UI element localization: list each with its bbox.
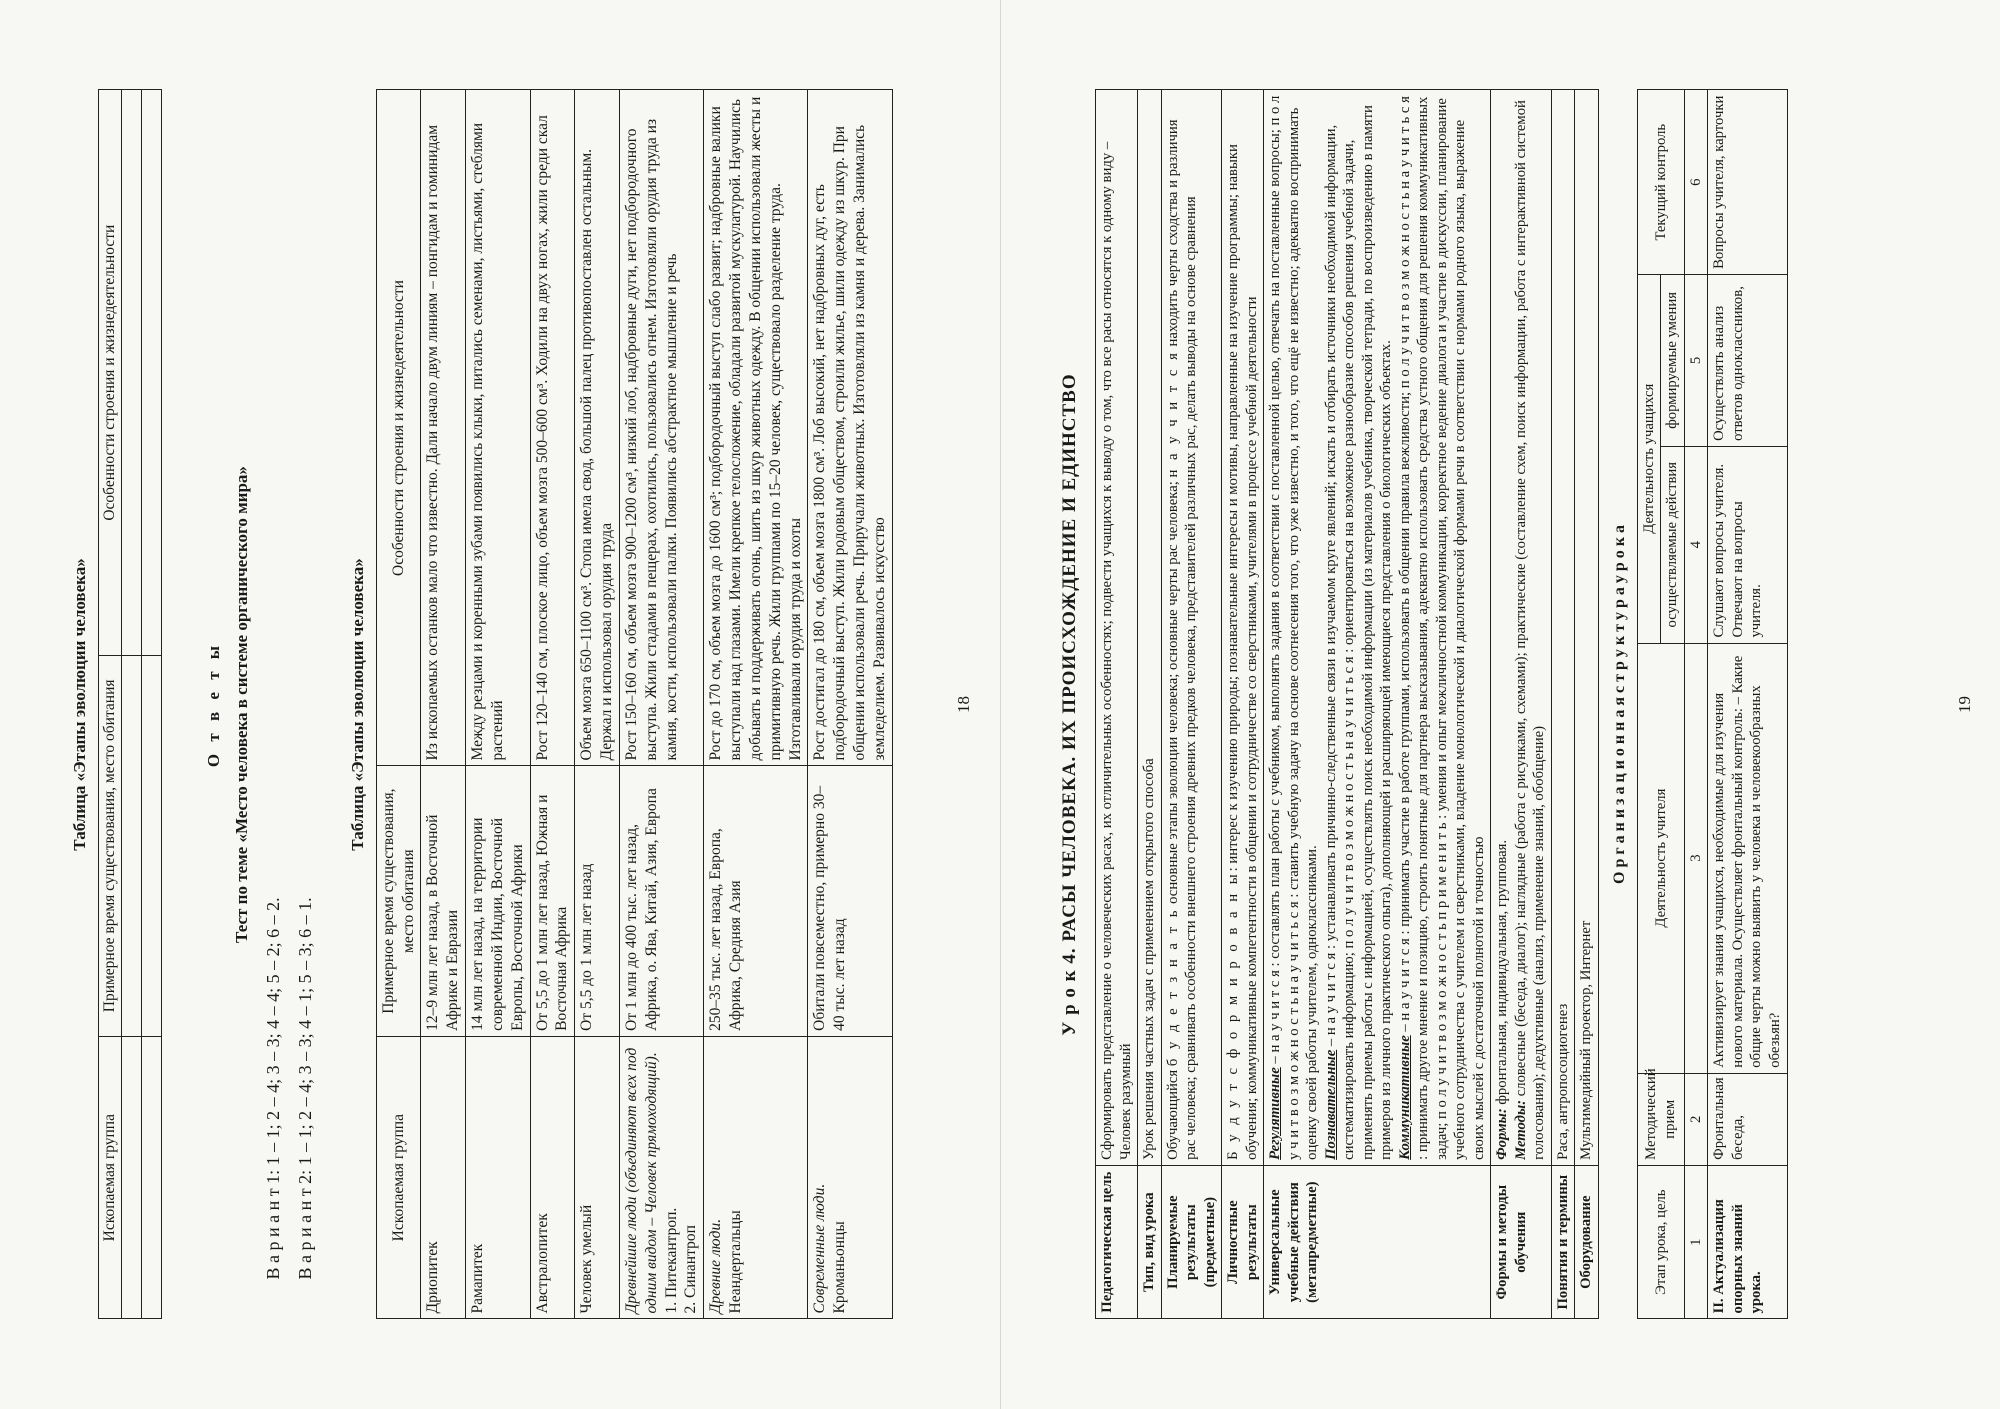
variant-1: В а р и а н т 1: 1 – 1; 2 – 4; 3 – 3; 4 – 4; 5 – 2; 6 – 2. [263, 897, 283, 1280]
communicative-text: – н а у ч и т с я : принимать участие в работе группами, использовать в общении правила вежливости; п о л у ч и т в о з м о ж н о с т ь н а у ч и т ь с я : принимать другое мнение и позицию, строить понятные для партнера высказывания, адекватно использовать средства устного общения для решения коммуникативных задач; п о л у ч и т в о з м о ж н о с т ь п р и м е н и т ь : умения и опыт межличностной коммуникации, корректное ведение диалога и участие в дискуссии, планирование учебного сотрудничества с учителем и сверстниками, владение монологической и диалогической формами речи в соответствии с нормами родного языка, выражение своих мыслей с достаточной полнотой и точностью [1396, 96, 1487, 1160]
row-group: 1. Питекантроп. 2. Синантроп [662, 1207, 700, 1314]
page-number: 19 [1955, 696, 1974, 713]
table-row [1222, 90, 1264, 1319]
table1-header-group: Ископаемая группа [99, 1036, 122, 1319]
row-time: Обитали повсеместно, примерно 30–40 тыс. лет назад [808, 766, 892, 1036]
goal-label: Педагогическая цель [1096, 1165, 1138, 1319]
row-group: Рамапитек [466, 1036, 530, 1319]
table-row [1096, 90, 1138, 1319]
row-features: Из ископаемых останков мало что известно. Дали начало двум линиям – понгидам и гоминидам [421, 90, 466, 766]
col-num: 3 [1684, 643, 1708, 1073]
table2-header-time: Примерное время существования, место обитания [376, 766, 421, 1036]
row-group: Человек умелый [575, 1036, 620, 1319]
table-row [704, 90, 808, 1319]
header-teacher: Деятельность учителя [1637, 643, 1684, 1073]
actions-cell: Слушают вопросы учителя. Отвечают на вопросы учителя. [1708, 446, 1787, 643]
row-time: От 5,5 до 1 млн лет назад, Южная и Восточная Африка [530, 766, 575, 1036]
planned-label: Планируемые результаты (предметные) [1161, 1165, 1222, 1319]
row-time: От 5,5 до 1 млн лет назад [575, 766, 620, 1036]
equipment-label: Оборудование [1575, 1165, 1599, 1319]
forms-cell [1491, 90, 1552, 1165]
row-time: 14 млн лет назад, на территории современной Индии, Восточной Европы, Восточной Африки [466, 766, 530, 1036]
row-group-italic: Современные люди. [811, 1183, 829, 1314]
cognitive-label: Познавательные [1322, 1049, 1339, 1160]
row-features: Рост 150–160 см, объем мозга 900–1200 см³, низкий лоб, надбровные дуги, нет подбородочного выступа. Жили стадами в пещерах, охотились, пользовались огнем. Изготовляли орудия труда из камня, кости, использовали палки. Появились абстрактное мышление и речь [619, 90, 703, 766]
type-label: Тип, вид урока [1138, 1165, 1162, 1319]
header-method: Методический прием [1637, 1073, 1684, 1165]
forms-lead: Формы: [1494, 1108, 1511, 1160]
structure-title: О р г а н и з а ц и о н н а я с т р у к т у р а у р о к а [1610, 525, 1628, 884]
table-row [1491, 90, 1552, 1319]
evolution-table [376, 90, 893, 1320]
personal-cell [1222, 90, 1264, 1165]
communicative-block [1396, 96, 1489, 1160]
structure-table [1637, 90, 1788, 1320]
row-group-italic: Древние люди. [707, 1218, 725, 1314]
lesson-title: У р о к 4. РАСЫ ЧЕЛОВЕКА. ИХ ПРОИСХОЖДЕНИЕ И ЕДИНСТВО [1059, 373, 1080, 1036]
uud-cell [1264, 90, 1491, 1165]
table-row [1708, 90, 1787, 1319]
row-group: Дриопитек [421, 1036, 466, 1319]
col-num: 2 [1684, 1073, 1708, 1165]
table1-blank [98, 90, 162, 1320]
table-row [466, 90, 530, 1319]
row-group: Австралопитек [530, 1036, 575, 1319]
table-row [1138, 90, 1162, 1319]
lesson-table [1095, 90, 1599, 1320]
table-row [530, 90, 575, 1319]
regulative-text: – н а у ч и т с я : составлять план работы с учебником, выполнять задания в соответствии с поставленной целью, отвечать на поставленные вопросы; п о л у ч и т в о з м о ж н о с т ь н а у ч и т ь с я : ставить учебную задачу на основе соотнесения того, что уже известно, и того, что ещё не известно; адекватно воспринимать оценку своей работы учителем, одноклассниками. [1267, 95, 1321, 1160]
test-title: Тест по теме «Место человека в системе органического мира» [232, 466, 251, 943]
col-num: 5 [1684, 274, 1708, 446]
row-time: 250–35 тыс. лет назад, Европа, Африка, Средняя Азия [704, 766, 808, 1036]
forms-text: фронтальная, индивидуальная, групповая. [1494, 839, 1511, 1105]
row-group-cell [704, 1036, 808, 1319]
header-actions: осуществляемые действия [1661, 446, 1685, 643]
forms-label: Формы и методы обучения [1491, 1165, 1552, 1319]
planned-text1: основные этапы эволюции человека; основные черты рас человека; [1164, 481, 1181, 904]
answers-heading: О т в е т ы [204, 641, 223, 768]
cognitive-text: – н а у ч и т с я : устанавливать причинно-следственные связи в изучаемом круге явлений; искать и отбирать источники необходимой информации, систематизировать информацию; п о л у ч и т в о з м о ж н о с т ь н а у ч и т ь с я : ориентироваться на возможное разнообразие способов решения учебной задачи, применять приемы работы с информацией, осуществлять поиск необходимой информации (из материалов учебника, творческой тетради, по воспроизведению в памяти примеров из личного практического опыта), дополняющей и расширяющей имеющиеся представления о биологических объектах. [1322, 105, 1395, 1160]
header-students: Деятельность учащихся [1637, 274, 1661, 643]
type-text: Урок решения частных задач с применением открытого способа [1138, 90, 1162, 1165]
personal-text: : интерес к изучению природы; познавательные интересы и мотивы, направленные на изучение программы; навыки обучения; коммуникативные компетентности в общении и сотрудничестве со сверстниками, учителями в процессе учебной деятельности [1225, 144, 1260, 1160]
communicative-label: Коммуникативные [1396, 1035, 1413, 1160]
planned-text2: находить черты сходства и различия рас человека; сравнивать особенности внешнего строения древних предков человека, представителей различных рас, делать выводы на основе сравнения [1164, 119, 1200, 1160]
table-row [575, 90, 620, 1319]
col-num: 4 [1684, 446, 1708, 643]
table-row [1264, 90, 1491, 1319]
table-row [1551, 90, 1575, 1319]
equipment-text: Мультимедийный проектор, Интернет [1575, 90, 1599, 1165]
planned-lead: Обучающийся [1164, 1069, 1181, 1160]
table1-caption: Таблица «Этапы эволюции человека» [70, 558, 89, 851]
row-group: Неандертальцы [727, 1210, 745, 1314]
personal-label: Личностные результаты [1222, 1165, 1264, 1319]
regulative-label: Регулятивные [1267, 1067, 1284, 1160]
header-skills: формируемые умения [1661, 274, 1685, 446]
uud-label: Универсальные учебные действия (метапредметные) [1264, 1165, 1491, 1319]
page-number: 18 [954, 696, 973, 713]
header-control: Текущий контроль [1637, 90, 1684, 274]
row-features: Между резцами и коренными зубами появились клыки, питались семенами, листьями, стеблями растений [466, 90, 530, 766]
row-group-cell [808, 1036, 892, 1319]
table1-blank-row [142, 90, 162, 1319]
col-num: 1 [1684, 1165, 1708, 1319]
method-cell: Фронтальная беседа, [1708, 1073, 1787, 1165]
table-row [808, 90, 892, 1319]
row-group-cell [619, 1036, 703, 1319]
stage-cell: II. Актуализация опорных знаний урока. [1708, 1165, 1787, 1319]
table1-blank-row [122, 90, 142, 1319]
row-group-italic: Древнейшие люди (объединяют всех под одним видом – Человек прямоходящий). [622, 1047, 660, 1314]
table1-header-time: Примерное время существования, место обитания [99, 655, 122, 1036]
cognitive-block [1322, 96, 1396, 1160]
methods-text: словесные (беседа, диалог); наглядные (работа с рисунками, схемами); практические (составление схем, поиск информации, работа с интерактивной системой голосования); дедуктивные (анализ, применение знаний, обобщение) [1512, 100, 1548, 1160]
skills-cell: Осуществлять анализ ответов одноклассников, [1708, 274, 1787, 446]
row-features: Рост до 170 см, объем мозга до 1600 см³; подбородочный выступ слабо развит; надбровные валики выступали над глазами. Имели крепкое телосложение, обладали развитой мускулатурой. Научились добывать и поддерживать огонь, шить из шкур животных одежду. В общении использовали жесты и примитивную речь. Жили группами по 15–20 человек, существовало разделение труда. Изготавливали орудия труда и охоты [704, 90, 808, 766]
control-cell: Вопросы учителя, карточки [1708, 90, 1787, 274]
concepts-label: Понятия и термины [1551, 1165, 1575, 1319]
planned-keyword-2: н а у ч и т с я [1164, 350, 1181, 478]
row-features: Рост 120–140 см, плоское лицо, объем мозга 500–600 см³. Ходили на двух ногах, жили среди скал [530, 90, 575, 766]
row-features: Рост достигал до 180 см, объем мозга 1800 см³. Лоб высокий, нет надбровных дуг, есть подбородочный выступ. Жили родовым обществом, строили жилье, шили одежду из шкур. При общении использовали речь. Приручали животных. Изготовляли из камня и дерева. Занимались земледелием. Развивалось искусство [808, 90, 892, 766]
planned-keyword: б у д е т з н а т ь [1164, 907, 1181, 1067]
personal-keyword: Б у д у т с ф о р м и р о в а н ы [1225, 871, 1242, 1160]
row-group: Кроманьонцы [831, 1221, 849, 1314]
col-num: 6 [1684, 90, 1708, 274]
table-row [1161, 90, 1222, 1319]
table2-header-group: Ископаемая группа [376, 1036, 421, 1319]
teacher-cell: Активизирует знания учащихся, необходимые для изучения нового материала. Осуществляет фронтальный контроль: – Какие общие черты можно выявить у человека и человекообразных обезьян? [1708, 643, 1787, 1073]
table1-header-features: Особенности строения и жизнедеятельности [99, 90, 122, 655]
concepts-text: Раса, антропосоциогенез [1551, 90, 1575, 1165]
table-row [421, 90, 466, 1319]
table-row [1575, 90, 1599, 1319]
row-features: Объем мозга 650–1100 см³. Стопа имела свод, большой палец противопоставлен остальным. Держал и использовал орудия труда [575, 90, 620, 766]
table-row [619, 90, 703, 1319]
regulative-block [1266, 96, 1322, 1160]
row-time: 12–9 млн лет назад, в Восточной Африке и Евразии [421, 766, 466, 1036]
table2-caption: Таблица «Этапы эволюции человека» [347, 558, 367, 851]
variant-2: В а р и а н т 2: 1 – 1; 2 – 4; 3 – 3; 4 – 1; 5 – 3; 6 – 1. [294, 897, 315, 1280]
row-time: От 1 млн до 400 тыс. лет назад, Африка, о. Ява, Китай, Азия, Европа [619, 766, 703, 1036]
methods-lead: Методы: [1512, 1099, 1529, 1160]
planned-cell [1161, 90, 1222, 1165]
table2-header-features: Особенности строения и жизнедеятельности [376, 90, 421, 766]
goal-text: Сформировать представление о человеческих расах, их отличительных особенностях; подвести учащихся к выводу о том, что все расы относятся к одному виду – Человек разумный [1096, 90, 1138, 1165]
page-19 [1000, 0, 2000, 1409]
header-stage: Этап урока, цель [1637, 1165, 1684, 1319]
